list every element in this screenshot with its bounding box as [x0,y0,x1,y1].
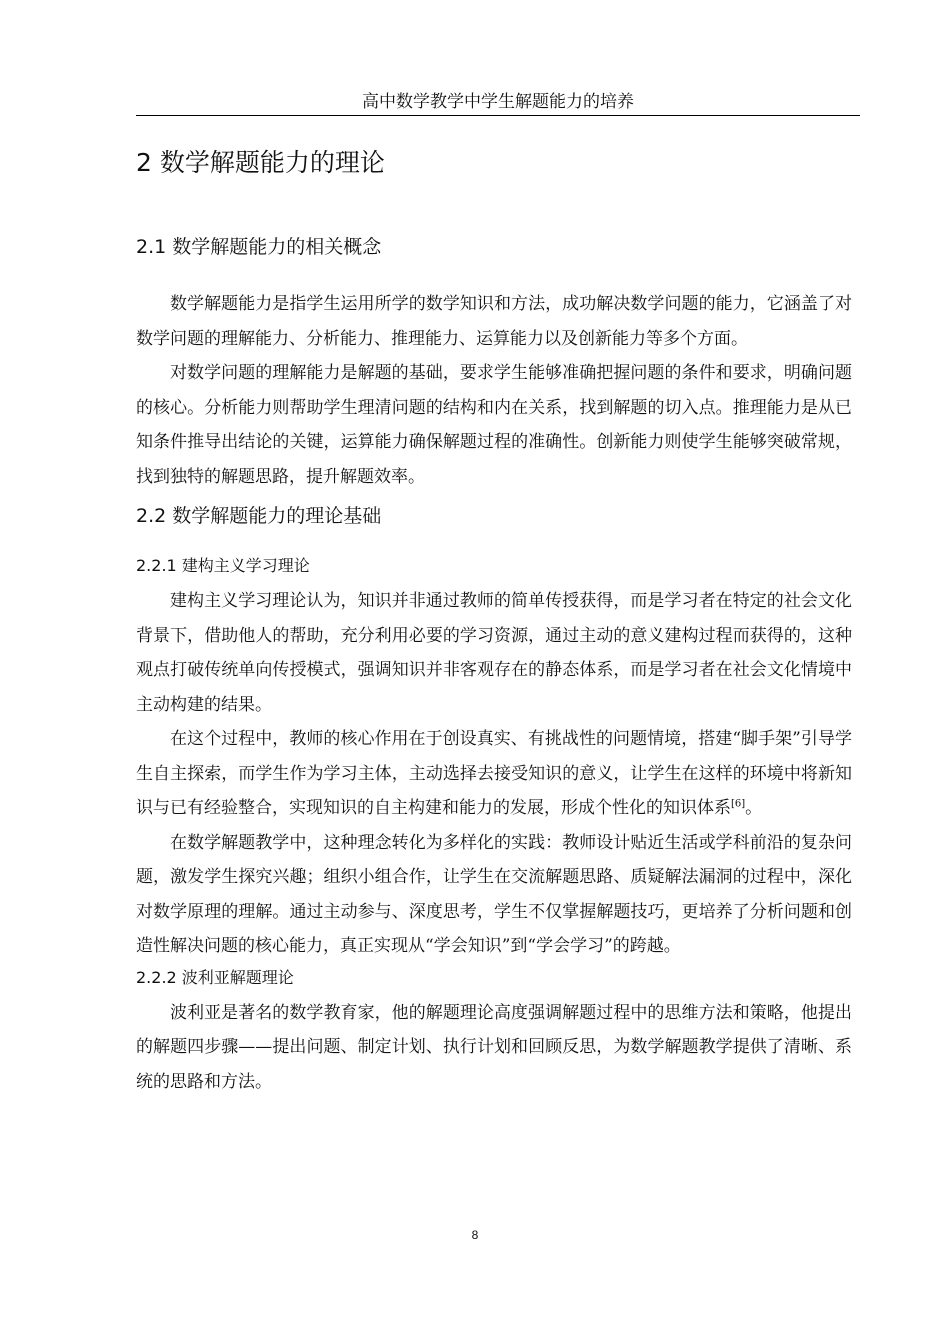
section-2-2-2-paragraph-1: 波利亚是著名的数学教育家，他的解题理论高度强调解题过程中的思维方法和策略，他提出的解题四步骤——提出问题、制定计划、执行计划和回顾反思，为数学解题教学提供了清晰、系统的思路和方法。 [136,1002,852,1092]
page-number: 8 [471,1228,479,1242]
section-2-2-2-heading: 2.2.2 波利亚解题理论 [136,967,294,987]
section-2-2-1-paragraph-1: 建构主义学习理论认为，知识并非通过教师的简单传授获得，而是学习者在特定的社会文化背景下，借助他人的帮助，充分利用必要的学习资源，通过主动的意义建构过程而获得的，这种观点打破传统单向传授模式，强调知识并非客观存在的静态体系，而是学习者在社会文化情境中主动构建的结果。 [136,591,852,715]
section-2-1-paragraph-1: 数学解题能力是指学生运用所学的数学知识和方法，成功解决数学问题的能力，它涵盖了对数学问题的理解能力、分析能力、推理能力、运算能力以及创新能力等多个方面。 [136,294,852,349]
section-2-2-1-paragraph-2 [136,722,852,826]
section-2-1-heading: 2.1 数学解题能力的相关概念 [136,236,382,258]
section-2-1-paragraph-2: 对数学问题的理解能力是解题的基础，要求学生能够准确把握问题的条件和要求，明确问题的核心。分析能力则帮助学生理清问题的结构和内在关系，找到解题的切入点。推理能力是从已知条件推导出结论的关键，运算能力确保解题过程的准确性。创新能力则使学生能够突破常规，找到独特的解题思路，提升解题效率。 [136,363,852,487]
section-2-2-1-heading: 2.2.1 建构主义学习理论 [136,556,310,575]
section-2-2-heading: 2.2 数学解题能力的理论基础 [136,505,382,527]
header-rule [136,115,860,116]
page-content [136,145,852,1099]
chapter-title: 2 数学解题能力的理论 [136,148,385,177]
running-header: 高中数学教学中学生解题能力的培养 [362,92,634,112]
citation-reference: [6] [731,798,746,810]
section-2-2-1-paragraph-3: 在数学解题教学中，这种理念转化为多样化的实践：教师设计贴近生活或学科前沿的复杂问题，激发学生探究兴趣；组织小组合作，让学生在交流解题思路、质疑解法漏洞的过程中，深化对数学原理的理解。通过主动参与、深度思考，学生不仅掌握解题技巧，更培养了分析问题和创造性解决问题的核心能力，真正实现从“学会知识”到“学会学习”的跨越。 [136,832,852,956]
paragraph-text: 在这个过程中，教师的核心作用在于创设真实、有挑战性的问题情境，搭建“脚手架”引导学生自主探索，而学生作为学习主体，主动选择去接受知识的意义，让学生在这样的环境中将新知识与已有经验整合，实现知识的自主构建和能力的发展，形成个性化的知识体系 [136,729,852,818]
paragraph-end: 。 [745,798,763,818]
